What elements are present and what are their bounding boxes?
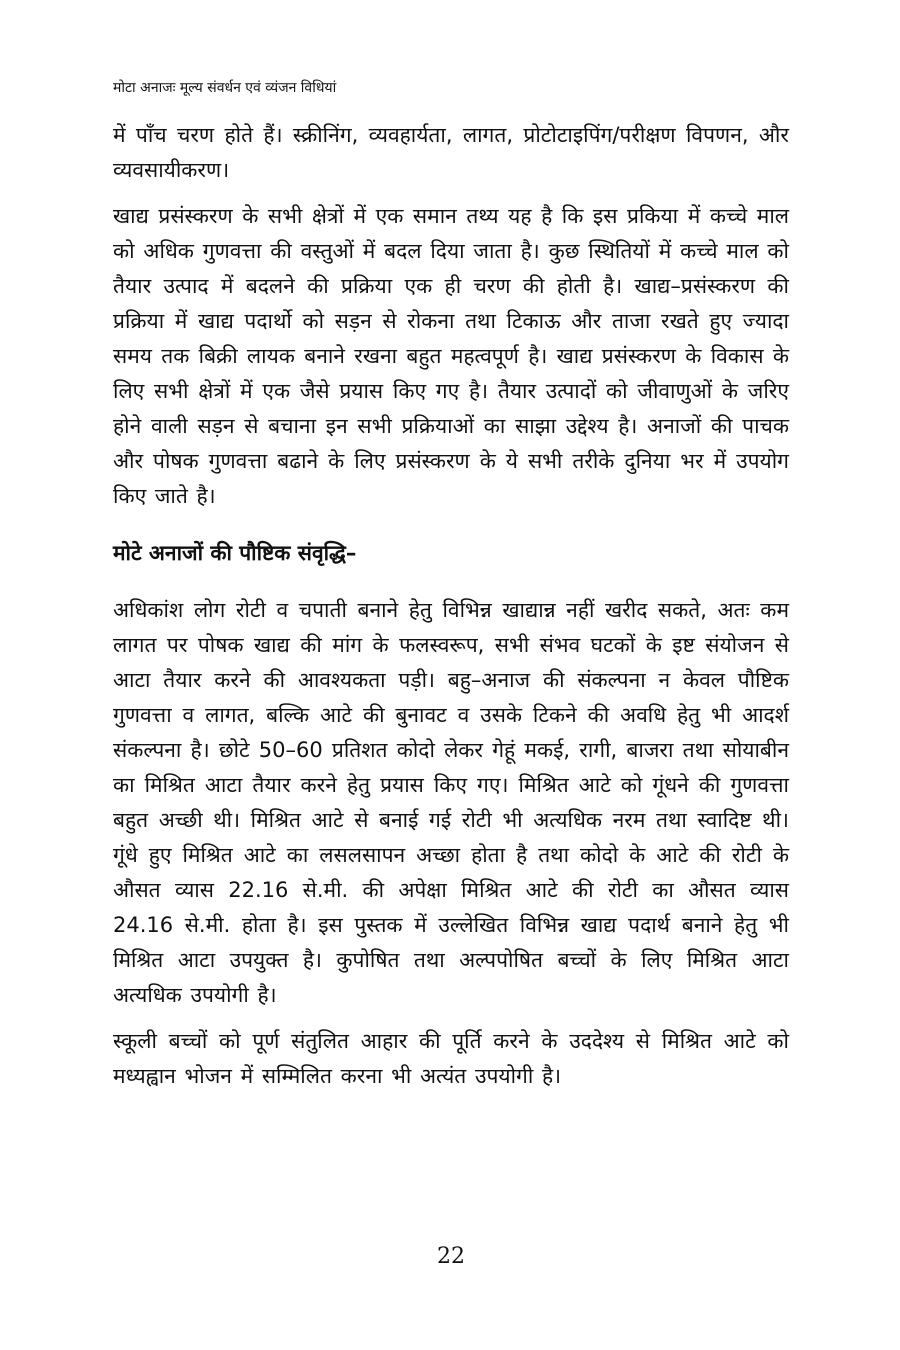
paragraph-continued: में पाँच चरण होते हैं। स्क्रीनिंग, व्यवहार्यता, लागत, प्रोटोटाइपिंग/परीक्षण विपणन, और व्यवसायीकरण। bbox=[113, 123, 789, 182]
running-header: मोटा अनाजः मूल्य संवर्धन एवं व्यंजन विधियां bbox=[113, 80, 337, 96]
body-text bbox=[113, 118, 789, 1094]
section-heading: मोटे अनाजों की पौष्टिक संवृद्धि– bbox=[113, 541, 357, 565]
page-number: 22 bbox=[437, 1244, 465, 1269]
paragraph-multigrain-flour: अधिकांश लोग रोटी व चपाती बनाने हेतु विभिन्न खाद्यान्न नहीं खरीद सकते, अतः कम लागत पर पोषक खाद्य की मांग के फलस्वरूप, सभी संभव घटकों के इष्ट संयोजन से आटा तैयार करने की आवश्यकता पड़ी। बहु–अनाज की संकल्पना न केवल पौष्टिक गुणवत्ता व लागत, बल्कि आटे की बुनावट व उसके टिकने की अवधि हेतु भी आदर्श संकल्पना है। छोटे 50–60 प्रतिशत कोदो लेकर गेहूं मकई, रागी, बाजरा तथा सोयाबीन का मिश्रित आटा तैयार करने हेतु प्रयास किए गए। मिश्रित आटे को गूंधने की गुणवत्ता बहुत अच्छी थी। मिश्रित आटे से बनाई गई रोटी भी अत्यधिक नरम तथा स्वादिष्ट थी। गूंधे हुए मिश्रित आटे का लसलसापन अच्छा होता है तथा कोदो के आटे की रोटी के औसत व्यास 22.16 से.मी. की अपेक्षा मिश्रित आटे की रोटी का औसत व्यास 24.16 से.मी. होता है। इस पुस्तक में उल्लेखित विभिन्न खाद्य पदार्थ बनाने हेतु भी मिश्रित आटा उपयुक्त है। कुपोषित तथा अल्पपोषित बच्चों के लिए मिश्रित आटा अत्यधिक उपयोगी है। bbox=[113, 598, 789, 1007]
paragraph-food-processing: खाद्य प्रसंस्करण के सभी क्षेत्रों में एक समान तथ्य यह है कि इस प्रकिया में कच्चे माल को अधिक गुणवत्ता की वस्तुओं में बदल दिया जाता है। कुछ स्थितियों में कच्चे माल को तैयार उत्पाद में बदलने की प्रक्रिया एक ही चरण की होती है। खाद्य–प्रसंस्करण की प्रक्रिया में खाद्य पदार्थो को सड़न से रोकना तथा टिकाऊ और ताजा रखते हुए ज्यादा समय तक बिक्री लायक बनाने रखना बहुत महत्वपूर्ण है। खाद्य प्रसंस्करण के विकास के लिए सभी क्षेत्रों में एक जैसे प्रयास किए गए है। तैयार उत्पादों को जीवाणुओं के जरिए होने वाली सड़न से बचाना इन सभी प्रक्रियाओं का साझा उद्देश्य है। अनाजों की पाचक और पोषक गुणवत्ता बढाने के लिए प्रसंस्करण के ये सभी तरीके दुनिया भर में उपयोग किए जाते है। bbox=[113, 204, 789, 508]
paragraph-school-meals: स्कूली बच्चों को पूर्ण संतुलित आहार की पूर्ति करने के उददेश्य से मिश्रित आटे को मध्यह्वान भोजन में सम्मिलित करना भी अत्यंत उपयोगी है। bbox=[113, 1029, 789, 1088]
